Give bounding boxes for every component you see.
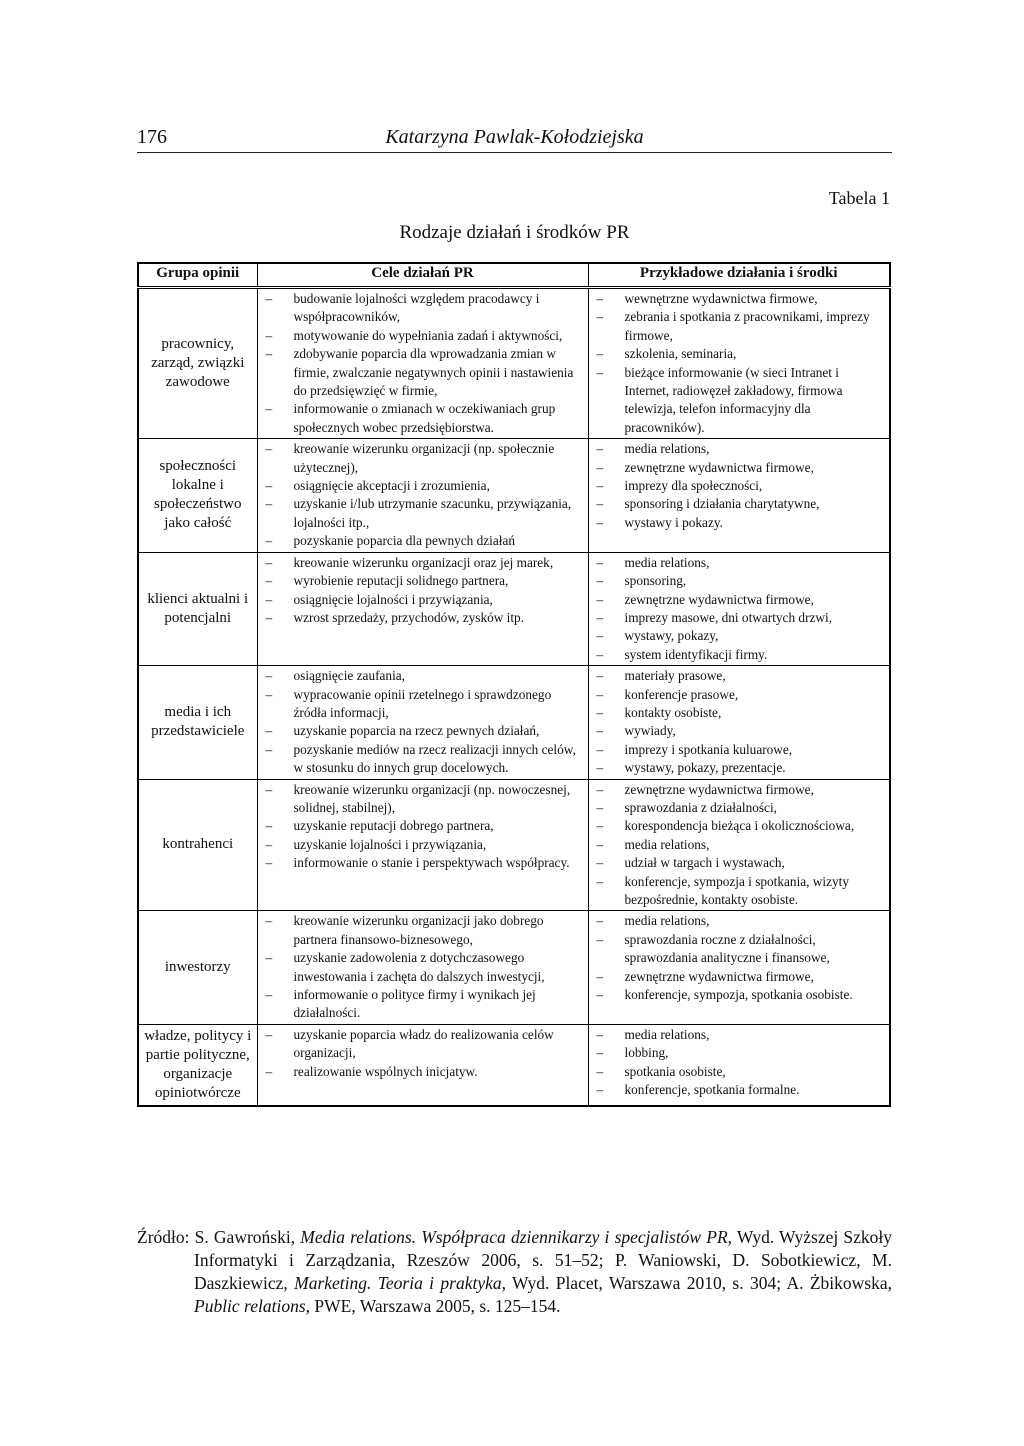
goal-item: – uzyskanie poparcia władz do realizowania celów organizacji, [260,1026,584,1063]
column-header-actions: Przykładowe działania i środki [588,263,890,288]
goal-item: – informowanie o polityce firmy i wynikach jej działalności. [260,986,584,1023]
goals-list [260,781,584,873]
table-row [138,911,890,1024]
action-item: – wystawy, pokazy, prezentacje. [591,759,886,777]
pr-goals-cell [257,779,588,911]
action-item: – wystawy, pokazy, [591,627,886,645]
action-item: – materiały prasowe, [591,667,886,685]
pr-actions-cell [588,552,890,665]
table-row [138,552,890,665]
pr-goals-cell [257,911,588,1024]
action-item: – media relations, [591,440,886,458]
source-text-2: Wyd. Wyższej Szkoły Informatyki i Zarządzania, Rzeszów 2006, s. 51–52; P. Waniowski, D. Sobotkiewicz, M. Daszkiewicz, [194,1227,892,1293]
goal-item: – uzyskanie poparcia na rzecz pewnych działań, [260,722,584,740]
actions-list [591,1026,886,1100]
action-item: – zewnętrzne wydawnictwa firmowe, [591,781,886,799]
goal-item: – informowanie o stanie i perspektywach współpracy. [260,854,584,872]
goals-list [260,912,584,1022]
opinion-group-cell: inwestorzy [138,911,257,1024]
pr-activities-table [137,262,891,1107]
action-item: – wystawy i pokazy. [591,514,886,532]
goal-item: – kreowanie wizerunku organizacji (np. nowoczesnej, solidnej, stabilnej), [260,781,584,818]
goals-list [260,554,584,628]
column-header-group: Grupa opinii [138,263,257,288]
pr-goals-cell [257,1024,588,1106]
action-item: – konferencje, spotkania formalne. [591,1081,886,1099]
goal-item: – zdobywanie poparcia dla wprowadzania zmian w firmie, zwalczanie negatywnych opinii i nastawienia do przedsięwzięć w firmie, [260,345,584,400]
action-item: – szkolenia, seminaria, [591,345,886,363]
table-row [138,1024,890,1106]
action-item: – udział w targach i wystawach, [591,854,886,872]
pr-actions-cell [588,1024,890,1106]
pr-actions-cell [588,779,890,911]
opinion-group-cell: pracownicy, zarząd, związki zawodowe [138,288,257,439]
goals-list [260,1026,584,1081]
actions-list [591,667,886,777]
action-item: – spotkania osobiste, [591,1063,886,1081]
goal-item: – wypracowanie opinii rzetelnego i sprawdzonego źródła informacji, [260,686,584,723]
action-item: – wewnętrzne wydawnictwa firmowe, [591,290,886,308]
action-item: – zewnętrzne wydawnictwa firmowe, [591,591,886,609]
action-item: – bieżące informowanie (w sieci Intranet i Internet, radiowęzeł zakładowy, firmowa telewizja, telefon informacyjny dla pracowników). [591,364,886,438]
goal-item: – wyrobienie reputacji solidnego partnera, [260,572,584,590]
goal-item: – pozyskanie poparcia dla pewnych działań [260,532,584,550]
opinion-group-cell: kontrahenci [138,779,257,911]
goal-item: – budowanie lojalności względem pracodawcy i współpracowników, [260,290,584,327]
table-title: Rodzaje działań i środków PR [399,222,630,243]
table-row [138,439,890,552]
opinion-group-cell: klienci aktualni i potencjalni [138,552,257,665]
source-text-1: S. Gawroński, [189,1227,301,1247]
table-row [138,666,890,779]
goal-item: – wzrost sprzedaży, przychodów, zysków itp. [260,609,584,627]
opinion-group-cell: media i ich przedstawiciele [138,666,257,779]
action-item: – media relations, [591,554,886,572]
action-item: – wywiady, [591,722,886,740]
pr-actions-cell [588,666,890,779]
goal-item: – realizowanie wspólnych inicjatyw. [260,1063,584,1081]
opinion-group-cell: władze, politycy i partie polityczne, organizacje opiniotwórcze [138,1024,257,1106]
action-item: – zewnętrzne wydawnictwa firmowe, [591,968,886,986]
goal-item: – kreowanie wizerunku organizacji (np. społecznie użytecznej), [260,440,584,477]
table-label: Tabela 1 [828,188,890,208]
table-row [138,779,890,911]
source-text-3: , Wyd. Placet, Warszawa 2010, s. 304; A. Żbikowska, [501,1273,892,1293]
actions-list [591,554,886,664]
goal-item: – uzyskanie i/lub utrzymanie szacunku, przywiązania, lojalności itp., [260,495,584,532]
action-item: – imprezy dla społeczności, [591,477,886,495]
action-item: – kontakty osobiste, [591,704,886,722]
action-item: – media relations, [591,1026,886,1044]
action-item: – media relations, [591,912,886,930]
source-title-2: Marketing. Teoria i praktyka [294,1273,502,1293]
action-item: – imprezy i spotkania kuluarowe, [591,741,886,759]
actions-list [591,781,886,910]
goal-item: – osiągnięcie lojalności i przywiązania, [260,591,584,609]
pr-goals-cell [257,288,588,439]
pr-actions-cell [588,288,890,439]
source-title-3: Public relations [194,1296,306,1316]
goal-item: – kreowanie wizerunku organizacji oraz jej marek, [260,554,584,572]
goal-item: – kreowanie wizerunku organizacji jako dobrego partnera finansowo-biznesowego, [260,912,584,949]
goals-list [260,290,584,437]
action-item: – sponsoring, [591,572,886,590]
action-item: – media relations, [591,836,886,854]
action-item: – konferencje, sympozja, spotkania osobiste. [591,986,886,1004]
action-item: – zebrania i spotkania z pracownikami, imprezy firmowe, [591,308,886,345]
goal-item: – osiągnięcie akceptacji i zrozumienia, [260,477,584,495]
pr-actions-cell [588,911,890,1024]
source-label: Źródło: [137,1227,190,1247]
action-item: – sprawozdania roczne z działalności, sprawozdania analityczne i finansowe, [591,931,886,968]
table-row [138,288,890,439]
action-item: – imprezy masowe, dni otwartych drzwi, [591,609,886,627]
table-header-row [138,263,890,288]
goal-item: – osiągnięcie zaufania, [260,667,584,685]
actions-list [591,912,886,1004]
goals-list [260,667,584,777]
source-note [137,1226,892,1318]
action-item: – konferencje prasowe, [591,686,886,704]
goal-item: – pozyskanie mediów na rzecz realizacji innych celów, w stosunku do innych grup docelowych. [260,741,584,778]
actions-list [591,290,886,437]
goals-list [260,440,584,550]
action-item: – zewnętrzne wydawnictwa firmowe, [591,459,886,477]
action-item: – lobbing, [591,1044,886,1062]
source-title-1: Media relations. Współpraca dziennikarzy i specjalistów PR, [300,1227,733,1247]
opinion-group-cell: społeczności lokalne i społeczeństwo jako całość [138,439,257,552]
action-item: – korespondencja bieżąca i okolicznościowa, [591,817,886,835]
action-item: – sponsoring i działania charytatywne, [591,495,886,513]
goal-item: – uzyskanie reputacji dobrego partnera, [260,817,584,835]
actions-list [591,440,886,532]
pr-actions-cell [588,439,890,552]
page-number: 176 [137,126,167,148]
action-item: – konferencje, sympozja i spotkania, wizyty bezpośrednie, kontakty osobiste. [591,873,886,910]
page-header [137,126,892,153]
pr-goals-cell [257,666,588,779]
action-item: – system identyfikacji firmy. [591,646,886,664]
goal-item: – uzyskanie lojalności i przywiązania, [260,836,584,854]
action-item: – sprawozdania z działalności, [591,799,886,817]
running-title: Katarzyna Pawlak-Kołodziejska [385,126,644,148]
goal-item: – uzyskanie zadowolenia z dotychczasowego inwestowania i zachęta do dalszych inwestycji, [260,949,584,986]
goal-item: – motywowanie do wypełniania zadań i aktywności, [260,327,584,345]
goal-item: – informowanie o zmianach w oczekiwaniach grup społecznych wobec przedsiębiorstwa. [260,400,584,437]
pr-goals-cell [257,552,588,665]
column-header-goals: Cele działań PR [257,263,588,288]
pr-goals-cell [257,439,588,552]
source-text-4: , PWE, Warszawa 2005, s. 125–154. [305,1296,561,1316]
